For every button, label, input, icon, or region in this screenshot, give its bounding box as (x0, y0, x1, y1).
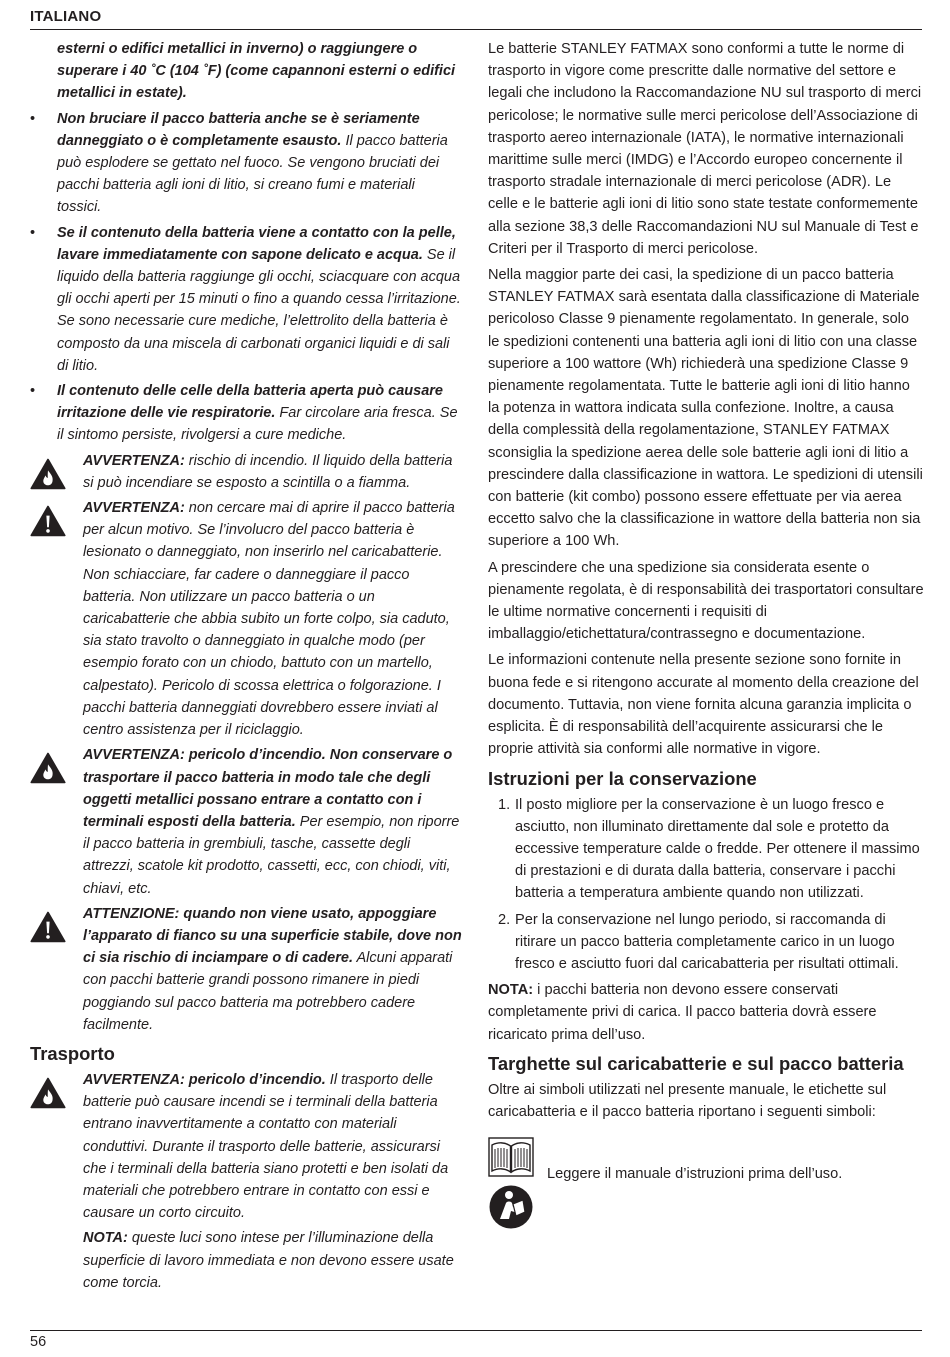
warning-transport-fire (30, 1069, 462, 1224)
bullet-text: Il pacco batteria può esplodere se gettato nel fuoco. Se vengono bruciati dei pacchi batteria agli ioni di litio, si creano fumi e materiali tossici. (57, 132, 448, 216)
intro-continuation: esterni o edifici metallici in inverno) o raggiungere o superare i 40 ˚C (104 ˚F) (come capannoni esterni o edifici metallici in estate). (57, 41, 456, 102)
symbol-description: Leggere il manuale d’istruzioni prima dell’uso. (547, 1166, 843, 1183)
note-text: i pacchi batteria non devono essere conservati completamente privi di carica. Il pacco batteria dovrà essere ricaricato prima dell’uso. (488, 982, 877, 1043)
body-paragraph: Le informazioni contenute nella presente sezione sono fornite in buona fede e si ritengono accurate al momento della creazione del documento. Tuttavia, non viene fornita alcuna garanzia implicita o esplicita. È di responsabilità dell’acquirente assicurarsi che le proprie attività sia conformi alle normative in vigore. (488, 652, 919, 758)
warning-metal-contact (30, 744, 462, 899)
header-rule (30, 29, 922, 30)
bullet-text: Se il liquido della batteria raggiunge gli occhi, sciacquare con acqua gli occhi aperti per 15 minuti o fino a quando cessa l’irritazione. Se sono necessarie cure mediche, l’elettrolito della batteria è composto da una miscela di carbonati organici liquidi e di sali di litio. (57, 246, 461, 374)
warning-text: rischio di incendio. Il liquido della batteria si può incendiare se esposto a scintilla o a fiamma. (83, 452, 453, 491)
labels-intro: Oltre ai simboli utilizzati nel presente manuale, le etichette sul caricabatteria e il pacco batteria riportano i seguenti simboli: (488, 1081, 887, 1120)
storage-heading: Istruzioni per la conservazione (488, 767, 757, 789)
left-column (30, 38, 462, 1298)
warning-text: Il trasporto delle batterie può causare incendi se i terminali della batteria entrano inavvertitamente a contatto con materiali conduttivi. Durante il trasporto delle batterie, assicurarsi che i terminali della batteria siano protetti e ben isolati da materiali che potrebbero entrare in contatto con essi e causare un corto circuito. (83, 1071, 449, 1222)
list-item (488, 909, 924, 976)
transport-heading: Trasporto (30, 1042, 115, 1064)
list-item (30, 222, 462, 377)
bullet-dot: • (30, 110, 36, 127)
fire-warning-icon (30, 751, 66, 785)
read-manual-icon (489, 1185, 533, 1229)
list-number: 1. (498, 796, 511, 813)
body-paragraph: A prescindere che una spedizione sia considerata esente o pienamente regolata, è di responsabilità dei trasportatori consultare le ultime normative concernenti i requisiti di imballaggio/etichettatura/contrassegno e documentazione. (488, 559, 924, 643)
bullet-bold-text: Il contenuto delle celle della batteria aperta può causare irritazione delle vie respiratorie. (57, 383, 443, 422)
transport-note (30, 1227, 462, 1294)
fire-warning-icon (30, 457, 66, 491)
warning-text: Alcuni apparati con pacchi batterie grandi possono rimanere in piedi poggiando sul pacco batteria ma potrebbero cadere facilmente. (83, 950, 453, 1033)
exclamation-warning-icon (30, 504, 66, 538)
list-text: Per la conservazione nel lungo periodo, si raccomanda di ritirare un pacco batteria completamente carico in un luogo fresco e asciutto fuori dal caricabatteria per risultati ottimali. (515, 911, 899, 972)
warning-label: AVVERTENZA: pericolo d’incendio. (83, 1071, 326, 1088)
list-item (30, 380, 462, 447)
warning-fire-risk (30, 450, 462, 494)
body-paragraph: Le batterie STANLEY FATMAX sono conformi a tutte le norme di trasporto in vigore come prescritte dalle normative del settore e legali che includono la Raccomandazione NU sul trasporto di merci pericolose; le normative sulle merci pericolose dell’Associazione di trasporto aereo internazionale (IATA), le normative internazionali marittime sulle merci (IMDG) e l’Accordo europeo concernente il trasporto stradale internazionale di merci pericolose (ADR). Le celle e le batterie agli ioni di litio sono state testate conformemente alla sezione 38,3 delle Raccomandazioni NU sul Manuale di Test e Criteri per il Trasporto di merci pericolose. (488, 41, 922, 257)
list-text: Il posto migliore per la conservazione è un luogo fresco e asciutto, non illuminato direttamente dal sole e protetto da eccessive temperature calde o fredde. Per ottenere il massimo di prestazioni e di durata dalla batteria, conservare i pacchi batteria a temperatura ambiente quando non utilizzati. (515, 796, 920, 902)
storage-note (488, 979, 924, 1046)
warning-text: Per esempio, non riporre il pacco batteria in grembiuli, tasche, cassette degli attrezzi, scatole kit prodotto, cassetti, ecc, con chiodi, viti, chiavi, etc. (83, 813, 460, 897)
warning-label: AVVERTENZA: pericolo d’incendio. Non conservare o trasportare il pacco batteria in modo tale che degli oggetti metallici possano entrare a contatto con i terminali esposti della batteria. (83, 747, 453, 830)
body-paragraph: Nella maggior parte dei casi, la spedizione di un pacco batteria STANLEY FATMAX sarà esentata dalla classificazione di Materiale pericoloso Classe 9 pienamente regolamentato. In generale, solo le spedizioni contenenti una batteria agli ioni di litio con una classe superiore a 100 wattore (Wh) richiederà una spedizione Classe 9 pienamente regolamentata. Tutte le batterie agli ioni di litio hanno la potenza in wattora indicata sulla confezione. Inoltre, a causa della complessità della regolamentazione, STANLEY FATMAX sconsiglia la spedizione aerea delle sole batterie agli ioni di litio a prescindere dalla classificazione in wattora. Le spedizioni di utensili con batterie (kit combo) possono essere effettuate per via aerea eccetto salvo che la classificazione in wattore della batteria non sia superiore a 100 Wh. (488, 267, 923, 550)
note-label: NOTA: (488, 982, 534, 999)
page-number: 56 (30, 1334, 47, 1350)
open-book-icon (488, 1137, 534, 1177)
list-item (30, 108, 462, 219)
warning-label: AVVERTENZA: (83, 452, 185, 469)
symbol-row (488, 1137, 924, 1233)
footer-rule (30, 1330, 922, 1331)
storage-list (488, 794, 924, 976)
right-column (488, 38, 924, 1233)
bullet-bold-text: Non bruciare il pacco batteria anche se è seriamente danneggiato o è completamente esausto. (57, 110, 420, 149)
warning-label: AVVERTENZA: (83, 500, 185, 517)
warning-label: ATTENZIONE: quando non viene usato, appoggiare l’apparato di fianco su una superficie stabile, dove non ci sia rischio di inciampare o di cadere. (83, 905, 462, 967)
exclamation-warning-icon (30, 910, 66, 944)
list-number: 2. (498, 911, 511, 928)
bullet-text: Far circolare aria fresca. Se il sintomo persiste, rivolgersi a cure mediche. (57, 405, 458, 444)
warning-text: non cercare mai di aprire il pacco batteria per alcun motivo. Se l’involucro del pacco batteria è lesionato o danneggiato, non inserirlo nel caricabatterie. Non schiacciare, far cadere o danneggiare il pacco batteria. Non utilizzare un pacco batteria o un caricabatterie che abbia subito un forte colpo, sia caduto, sia stato travolto o danneggiato in qualche modo (per esempio forato con un chiodo, battuto con un martello, calpestato). Pericolo di scossa elettrica o folgorazione. I pacchi batteria danneggiati dovrebbero essere inviati al centro assistenza per il riciclaggio. (83, 500, 455, 739)
bullet-bold-text: Se il contenuto della batteria viene a contatto con la pelle, lavare immediatamente con sapone delicato e acqua. (57, 224, 456, 263)
note-text: queste luci sono intese per l’illuminazione della superficie di lavoro immediata e non devono essere usate come torcia. (83, 1230, 454, 1291)
bullet-dot: • (30, 383, 36, 400)
list-item (488, 794, 924, 905)
labels-heading: Targhette sul caricabatterie e sul pacco batteria (488, 1052, 904, 1074)
caution-stable-surface (30, 903, 462, 1036)
warning-do-not-open (30, 497, 462, 741)
fire-warning-icon (30, 1076, 66, 1110)
bullet-dot: • (30, 224, 36, 241)
note-label: NOTA: (83, 1230, 128, 1247)
header-language: ITALIANO (30, 8, 102, 25)
